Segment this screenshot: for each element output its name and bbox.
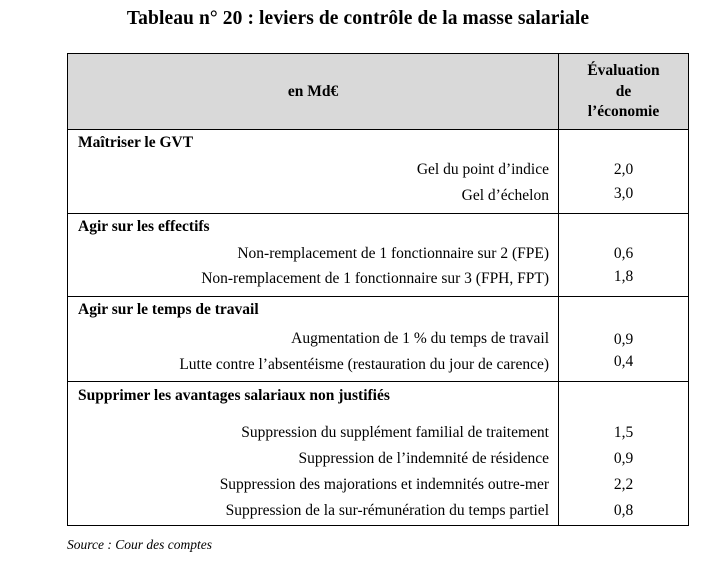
header-evaluation-label <box>559 61 688 123</box>
section-divider <box>68 213 688 214</box>
header-evaluation-line: l’économie <box>587 103 660 120</box>
row-label: Suppression de l’indemnité de résidence <box>298 450 549 467</box>
row-label: Suppression des majorations et indemnités outre-mer <box>219 476 549 493</box>
row-value: 1,8 <box>613 268 634 285</box>
source-note: Source : Cour des comptes <box>67 537 212 552</box>
row-value: 2,2 <box>613 476 634 493</box>
row-value: 2,0 <box>613 161 634 178</box>
row-label: Non-remplacement de 1 fonctionnaire sur 3 (FPH, FPT) <box>201 270 549 287</box>
section-title: Supprimer les avantages salariaux non justifiés <box>78 387 390 404</box>
section-title: Maîtriser le GVT <box>78 134 194 151</box>
section-title: Agir sur le temps de travail <box>78 301 259 318</box>
row-label: Lutte contre l’absentéisme (restauration du jour de carence) <box>179 356 549 373</box>
row-label: Augmentation de 1 % du temps de travail <box>291 330 549 347</box>
row-label: Gel du point d’indice <box>416 161 549 178</box>
row-label: Non-remplacement de 1 fonctionnaire sur 2 (FPE) <box>237 245 549 262</box>
row-value: 1,5 <box>613 424 634 441</box>
row-label: Gel d’échelon <box>461 187 549 204</box>
row-label: Suppression de la sur-rémunération du temps partiel <box>225 502 549 519</box>
section-title: Agir sur les effectifs <box>78 218 210 235</box>
row-value: 0,4 <box>613 353 634 370</box>
row-value: 3,0 <box>613 185 634 202</box>
row-label: Suppression du supplément familial de traitement <box>241 424 549 441</box>
header-evaluation-line: de <box>615 82 632 100</box>
row-value: 0,6 <box>613 245 634 262</box>
section-divider <box>68 296 688 297</box>
row-value: 0,9 <box>613 331 634 348</box>
section-divider <box>68 381 688 382</box>
header-evaluation-line: Évaluation <box>587 62 660 79</box>
row-value: 0,8 <box>613 502 634 519</box>
header-unit-label: en Md€ <box>287 82 339 100</box>
data-table <box>67 53 689 526</box>
table-title: Tableau n° 20 : leviers de contrôle de la masse salariale <box>126 8 590 29</box>
row-value: 0,9 <box>613 450 634 467</box>
